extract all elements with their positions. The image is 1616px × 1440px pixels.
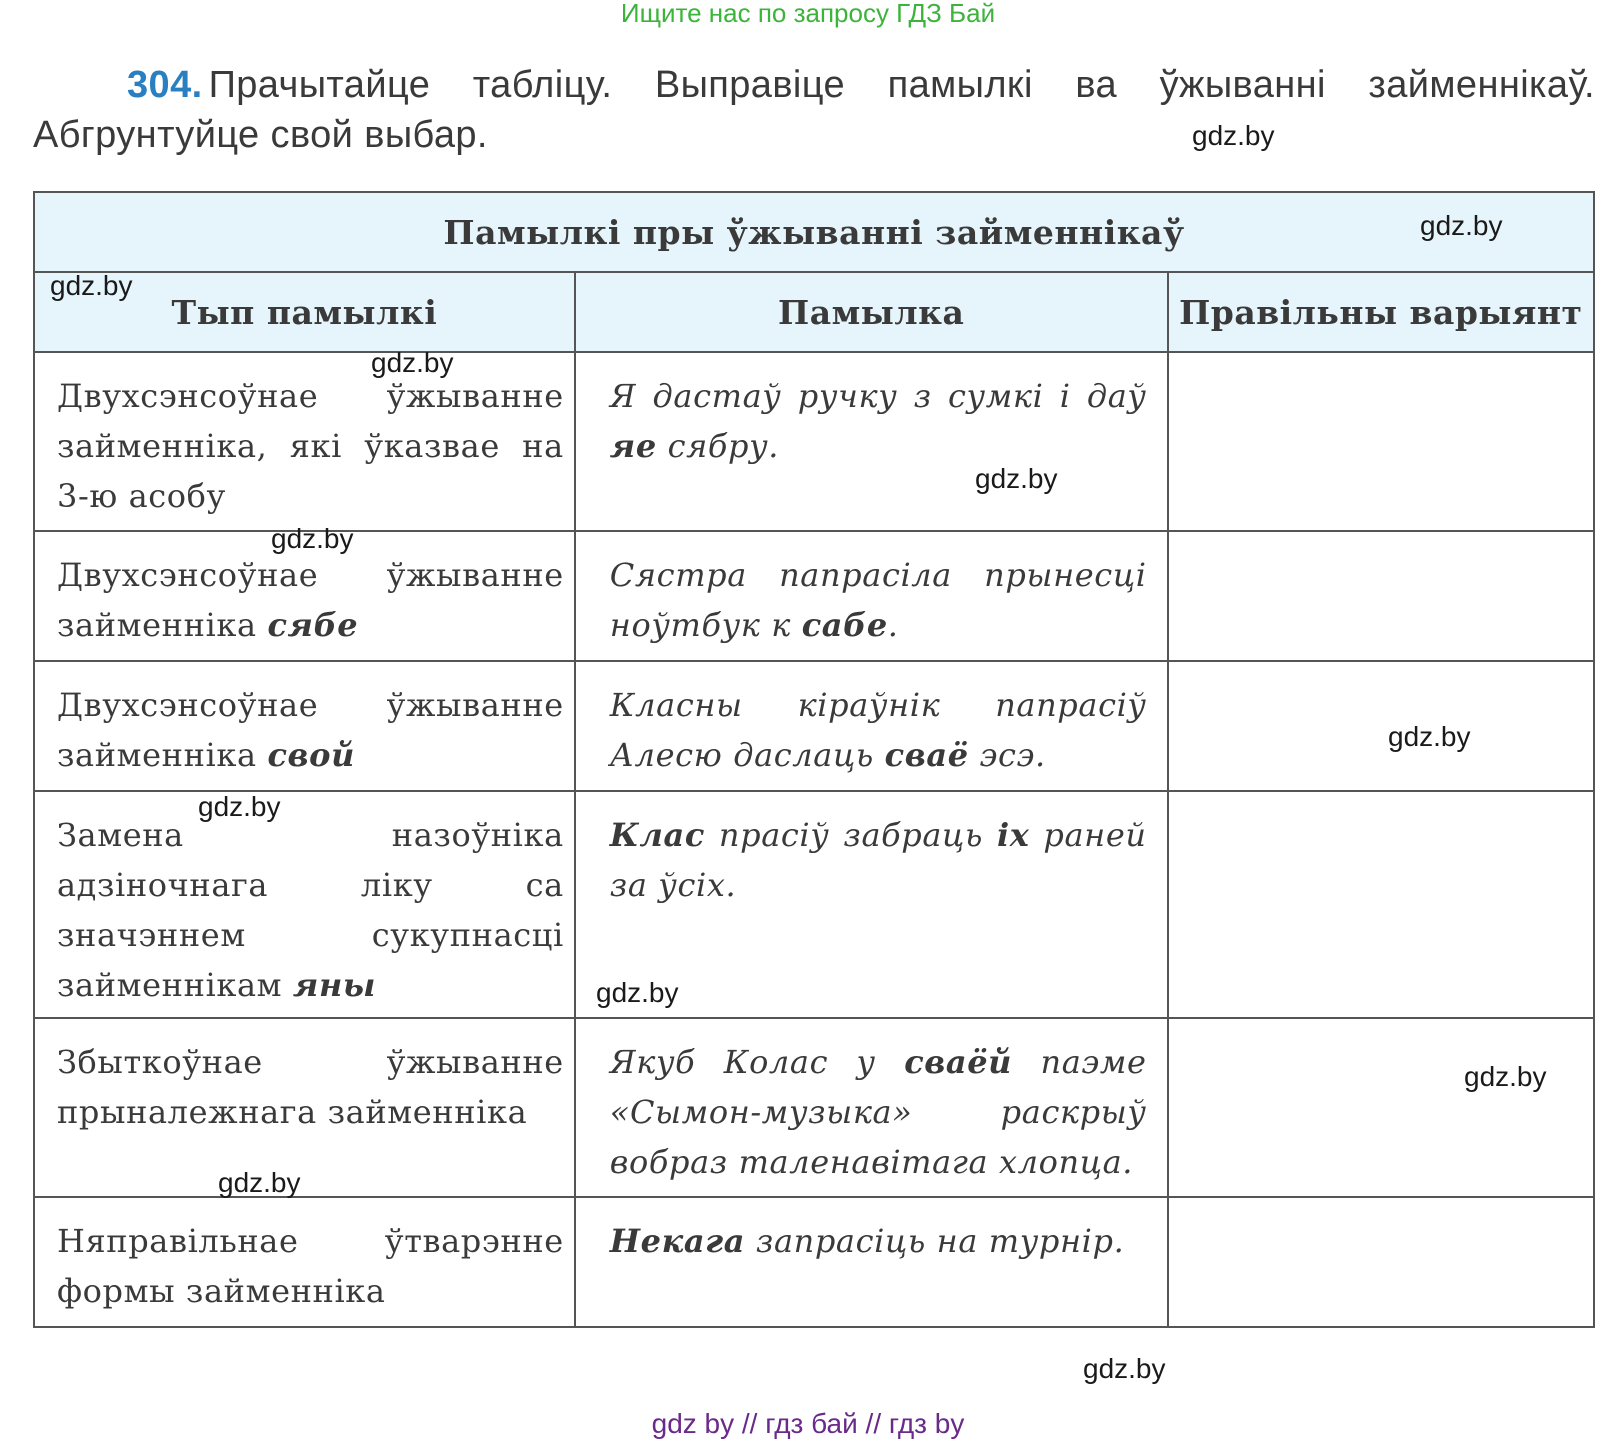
correct-variant-cell[interactable] — [1168, 352, 1594, 531]
exercise-instruction — [33, 60, 1595, 160]
footer-links: gdz by // гдз бай // гдз by — [651, 1408, 965, 1439]
error-type-cell: Замена назоўніка адзіночнага ліку са значэннем сукупнасці займеннікам яны — [34, 791, 575, 1018]
error-example-cell: Якуб Колас у сваёй паэме «Сымон-музыка» раскрыў вобраз таленавітага хлопца. — [575, 1018, 1168, 1197]
watermark: gdz.by — [50, 270, 133, 301]
table-row — [34, 352, 1594, 531]
correct-variant-cell[interactable] — [1168, 661, 1594, 791]
correct-variant-cell[interactable] — [1168, 1018, 1594, 1197]
correct-variant-cell[interactable] — [1168, 1197, 1594, 1327]
error-example-cell: Сястра папрасіла прынесці ноўтбук к сабе. — [575, 531, 1168, 661]
pronoun-errors-table — [33, 191, 1595, 1328]
watermark: gdz.by — [975, 463, 1058, 494]
exercise-number: 304. — [127, 64, 203, 106]
error-type-cell: Двухсэнсоўнае ўжыванне займенніка свой — [34, 661, 575, 791]
header-error-type: Тып памылкі — [34, 272, 575, 352]
watermark: gdz.by — [198, 791, 281, 822]
error-example-cell: Некага запрасіць на турнір. — [575, 1197, 1168, 1327]
table-row — [34, 791, 1594, 1018]
error-example-cell: Класны кіраўнік папрасіў Алесю даслаць сваё эсэ. — [575, 661, 1168, 791]
error-example-cell: Я дастаў ручку з сумкі і даў яе сябру. — [575, 352, 1168, 531]
exercise-text: Прачытайце табліцу. Выправіце памылкі ва ўжыванні займеннікаў. Абгрунтуйце свой выбар. — [33, 64, 1595, 156]
error-type-cell: Двухсэнсоўнае ўжыванне займенніка, які ўказвае на 3-ю асобу — [34, 352, 575, 531]
watermark: gdz.by — [371, 347, 454, 378]
watermark: gdz.by — [1420, 210, 1503, 241]
header-correct-variant: Правільны варыянт — [1168, 272, 1594, 352]
table-title: Памылкі пры ўжыванні займеннікаў — [34, 192, 1594, 272]
watermark: gdz.by — [1388, 721, 1471, 752]
error-example-cell: Клас прасіў забраць іх раней за ўсіх. — [575, 791, 1168, 1018]
top-banner: Ищите нас по запросу ГДЗ Бай — [620, 0, 996, 28]
watermark: gdz.by — [596, 977, 679, 1008]
table-row — [34, 531, 1594, 661]
watermark: gdz.by — [1083, 1353, 1166, 1384]
watermark: gdz.by — [271, 523, 354, 554]
error-type-cell: Збыткоўнае ўжыванне прыналежнага займенніка — [34, 1018, 575, 1197]
error-type-cell: Двухсэнсоўнае ўжыванне займенніка сябе — [34, 531, 575, 661]
correct-variant-cell[interactable] — [1168, 531, 1594, 661]
error-type-cell: Няправільнае ўтварэнне формы займенніка — [34, 1197, 575, 1327]
watermark: gdz.by — [1464, 1061, 1547, 1092]
watermark: gdz.by — [218, 1167, 301, 1198]
header-error: Памылка — [575, 272, 1168, 352]
table-row — [34, 1197, 1594, 1327]
watermark: gdz.by — [1192, 120, 1275, 151]
table-row — [34, 661, 1594, 791]
correct-variant-cell[interactable] — [1168, 791, 1594, 1018]
